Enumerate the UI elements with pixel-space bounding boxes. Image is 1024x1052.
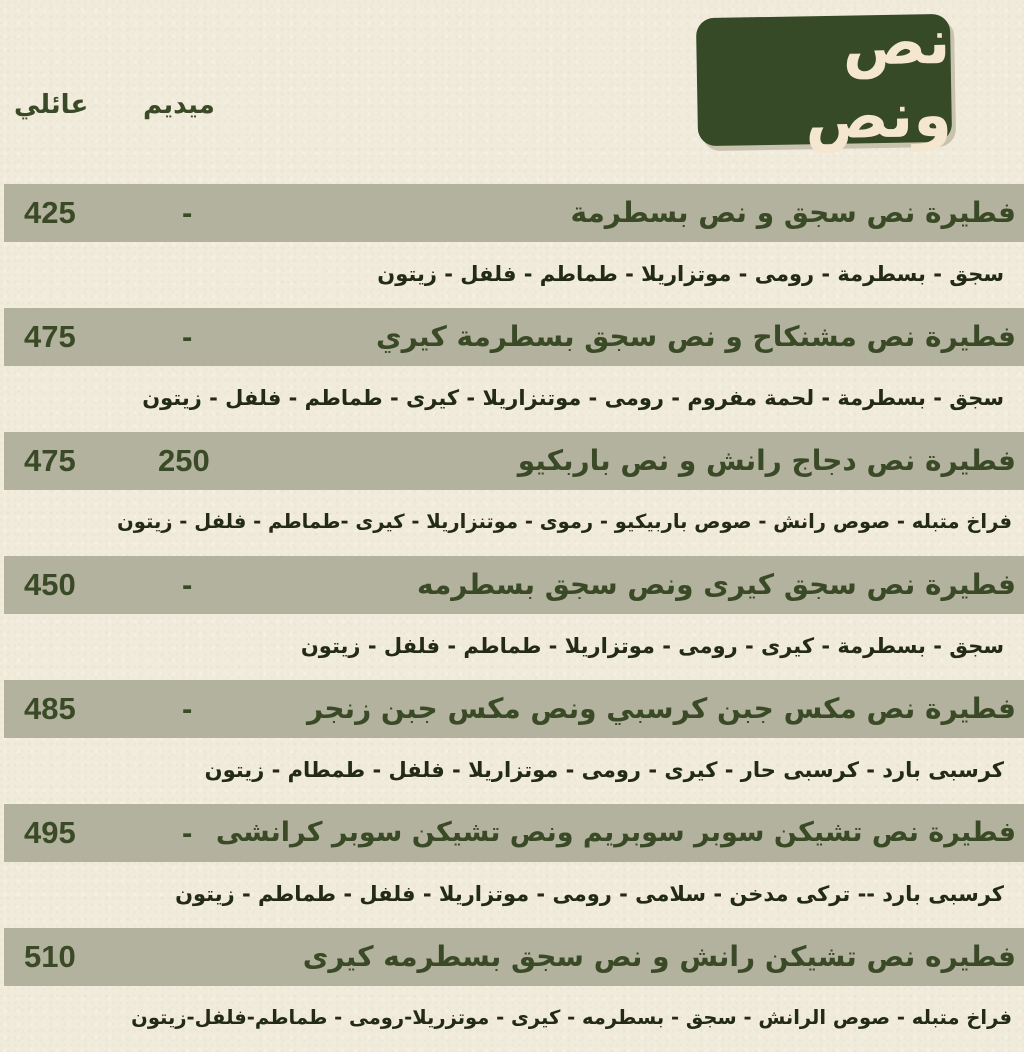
item-name: فطيرة نص دجاج رانش و نص باربكيو: [517, 444, 1016, 477]
item-description: سجق - بسطرمة - لحمة مفروم - رومى - موتنزاريلا - كيرى - طماطم - فلفل - زيتون: [142, 386, 1004, 410]
column-header-family: عائلي: [14, 90, 89, 120]
item-description: كرسبى بارد - كرسبى حار - كيرى - رومى - موتزاريلا - فلفل - طمطام - زيتون: [204, 758, 1004, 782]
item-description: كرسبى بارد -- تركى مدخن - سلامى - رومى - موتزاريلا - فلفل - طماطم - زيتون: [175, 882, 1004, 906]
column-header-medium: ميديم: [143, 90, 215, 120]
item-name: فطيرة نص تشيكن سوبر سوبريم ونص تشيكن سوبر كرانشى: [215, 817, 1016, 848]
menu-item[interactable]: [0, 432, 1024, 556]
menu-list: [0, 184, 1024, 1052]
menu-item[interactable]: [0, 804, 1024, 928]
price-family: 475: [24, 319, 76, 354]
menu-item[interactable]: [0, 308, 1024, 432]
price-family: 425: [24, 195, 76, 230]
item-description: فراخ متبله - صوص رانش - صوص باربيكيو - رموى - موتنزاريلا - كيرى -طماطم - فلفل - زيتون: [117, 510, 1012, 533]
item-name: فطيرة نص سجق كيرى ونص سجق بسطرمه: [416, 568, 1016, 601]
menu-item[interactable]: [0, 680, 1024, 804]
price-medium: -: [182, 319, 193, 354]
menu-item[interactable]: [0, 928, 1024, 1052]
logo-text: نص ونص: [804, 4, 953, 154]
price-medium: 250: [158, 443, 210, 478]
price-family: 475: [24, 443, 76, 478]
price-family: 450: [24, 567, 76, 602]
price-medium: -: [182, 567, 193, 602]
item-name: فطيرة نص سجق و نص بسطرمة: [570, 196, 1016, 229]
item-name: فطيره نص تشيكن رانش و نص سجق بسطرمه كيرى: [302, 940, 1016, 973]
price-family: 495: [24, 815, 76, 850]
price-family: 510: [24, 939, 76, 974]
item-description: سجق - بسطرمة - كيرى - رومى - موتزاريلا - طماطم - فلفل - زيتون: [300, 634, 1004, 658]
menu-item[interactable]: [0, 556, 1024, 680]
item-name: فطيرة نص مشنكاح و نص سجق بسطرمة كيري: [375, 320, 1016, 353]
item-description: سجق - بسطرمة - رومى - موتزاريلا - طماطم - فلفل - زيتون: [377, 262, 1004, 286]
item-description: فراخ متبله - صوص الرانش - سجق - بسطرمه - كيرى - موتزريلا-رومى - طماطم-فلفل-زيتون: [131, 1006, 1012, 1029]
price-medium: -: [182, 195, 193, 230]
item-name: فطيرة نص مكس جبن كرسبي ونص مكس جبن زنجر: [306, 692, 1016, 725]
brand-logo: [696, 4, 953, 154]
menu-item[interactable]: [0, 184, 1024, 308]
price-medium: -: [182, 815, 193, 850]
price-medium: -: [182, 691, 193, 726]
price-family: 485: [24, 691, 76, 726]
